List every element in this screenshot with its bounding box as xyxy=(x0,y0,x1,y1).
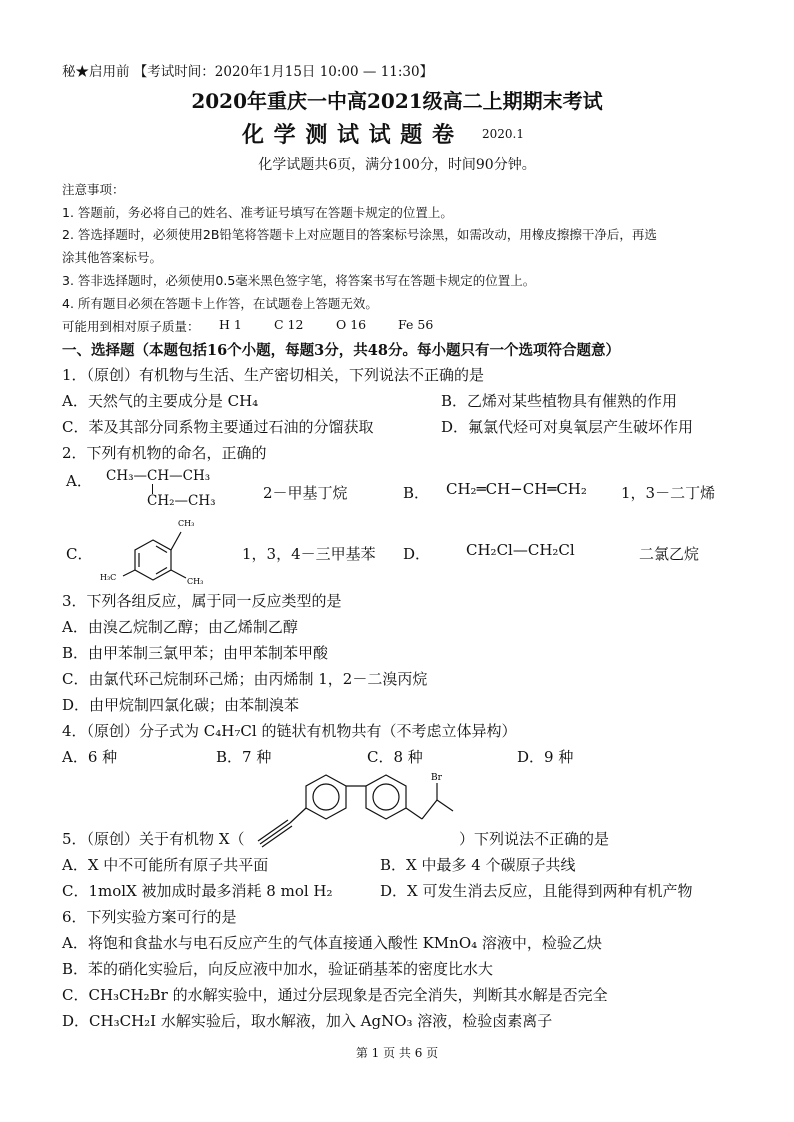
benzene-ring-left xyxy=(306,775,346,819)
question-1-option-a: A．天然气的主要成分是 CH₄ xyxy=(62,392,259,410)
formula-a-line1: CH₃—CH—CH₃ xyxy=(106,468,211,484)
propyl-chain xyxy=(406,808,422,819)
paper-date: 2020.1 xyxy=(482,127,524,141)
methyl-label-top: CH₃ xyxy=(178,519,195,528)
question-2-option-b-label: B． xyxy=(403,484,430,502)
methyl-bond-top xyxy=(171,532,181,550)
question-1-option-c: C．苯及其部分同系物主要通过石油的分馏获取 xyxy=(62,418,374,436)
formula-d: CH₂Cl—CH₂Cl xyxy=(466,541,575,559)
benzene-ring-right xyxy=(366,775,406,819)
paper-subtitle: 化 学 测 试 试 题 卷 xyxy=(242,122,455,148)
benzene-ring xyxy=(135,540,171,580)
note-1: 1. 答题前，务必将自己的姓名、准考证号填写在答题卡规定的位置上。 xyxy=(62,205,453,220)
question-2-option-a-label: A． xyxy=(66,472,92,490)
note-3: 3. 答非选择题时，必须使用0.5毫米黑色签字笔，将答案书写在答题卡规定的位置上。 xyxy=(62,273,536,288)
alkyne-bond xyxy=(290,808,306,823)
question-2-option-b-name: 1，3－二丁烯 xyxy=(621,484,716,502)
page-footer: 第 1 页 共 6 页 xyxy=(355,1046,439,1060)
question-3-stem: 3．下列各组反应，属于同一反应类型的是 xyxy=(62,592,342,610)
exam-time-line: 秘★启用前 【考试时间：2020年1月15日 10:00 — 11:30】 xyxy=(62,64,434,80)
question-4-stem: 4．（原创）分子式为 C₄H₇Cl 的链状有机物共有（不考虑立体异构） xyxy=(62,722,517,740)
question-4-option-a: A．6 种 xyxy=(62,748,118,766)
formula-a-line2: CH₂—CH₃ xyxy=(147,493,216,509)
question-4-option-c: C．8 种 xyxy=(367,748,423,766)
question-5-option-a: A．X 中不可能所有原子共平面 xyxy=(62,856,269,874)
question-2-option-c-label: C． xyxy=(66,545,93,563)
question-6-option-b: B．苯的硝化实验后，向反应液中加水，验证硝基苯的密度比水大 xyxy=(62,960,494,978)
trimethylbenzene-structure xyxy=(96,512,226,587)
question-5-stem-end: ）下列说法不正确的是 xyxy=(459,830,610,848)
question-5-option-c: C．1molX 被加成时最多消耗 8 mol H₂ xyxy=(62,882,333,900)
exam-title: 2020年重庆一中高2021级高二上期期末考试 xyxy=(191,89,603,113)
atomic-mass-c: C 12 xyxy=(274,317,304,332)
question-2-option-c-name: 1，3，4－三甲基苯 xyxy=(242,545,376,563)
question-2-option-a-name: 2－甲基丁烷 xyxy=(263,484,348,502)
paper-info: 化学试题共6页，满分100分，时间90分钟。 xyxy=(258,157,536,173)
question-6-option-d: D．CH₃CH₂I 水解实验后，取水解液，加入 AgNO₃ 溶液，检验卤素离子 xyxy=(62,1012,553,1030)
question-6-option-a: A．将饱和食盐水与电石反应产生的气体直接通入酸性 KMnO₄ 溶液中，检验乙炔 xyxy=(62,934,602,952)
question-5-option-d: D．X 可发生消去反应，且能得到两种有机产物 xyxy=(380,882,693,900)
question-1-option-d: D．氟氯代烃可对臭氧层产生破坏作用 xyxy=(441,418,694,436)
question-3-option-c: C．由氯代环己烷制环己烯；由丙烯制 1，2－二溴丙烷 xyxy=(62,670,428,688)
question-3-option-a: A．由溴乙烷制乙醇；由乙烯制乙醇 xyxy=(62,618,298,636)
formula-b: CH₂═CH−CH═CH₂ xyxy=(446,480,587,498)
compound-x-structure xyxy=(250,768,470,850)
question-5-stem: 5．（原创）关于有机物 X（ xyxy=(62,830,245,848)
question-2-option-d-label: D． xyxy=(403,545,431,563)
section-heading: 一、选择题（本题包括16个小题，每题3分，共48分。每小题只有一个选项符合题意） xyxy=(62,342,620,359)
note-4: 4. 所有题目必须在答题卡上作答，在试题卷上答题无效。 xyxy=(62,296,378,311)
question-2-stem: 2．下列有机物的命名，正确的 xyxy=(62,444,267,462)
question-6-stem: 6．下列实验方案可行的是 xyxy=(62,908,237,926)
note-2-cont: 涂其他答案标号。 xyxy=(62,250,163,265)
question-6-option-c: C．CH₃CH₂Br 的水解实验中，通过分层现象是否完全消失，判断其水解是否完全 xyxy=(62,986,608,1004)
note-2: 2. 答选择题时，必须使用2B铅笔将答题卡上对应题目的答案标号涂黑，如需改动，用橡皮擦擦干净后，再选 xyxy=(62,227,657,242)
methyl-bond-right xyxy=(171,570,186,578)
bromine-label: Br xyxy=(431,773,442,783)
question-2-option-d-name: 二氯乙烷 xyxy=(639,545,700,563)
question-1-stem: 1．（原创）有机物与生活、生产密切相关，下列说法不正确的是 xyxy=(62,366,485,384)
atomic-mass-o: O 16 xyxy=(336,317,367,332)
methyl-label-right: CH₃ xyxy=(187,577,204,586)
methyl-bond-left xyxy=(123,570,135,576)
question-4-option-b: B．7 种 xyxy=(216,748,272,766)
atomic-mass-h: H 1 xyxy=(219,317,242,332)
methyl-label-left: H₃C xyxy=(100,573,117,582)
atomic-mass-label: 可能用到相对原子质量： xyxy=(62,319,200,334)
question-3-option-b: B．由甲苯制三氯甲苯；由甲苯制苯甲酸 xyxy=(62,644,329,662)
question-3-option-d: D．由甲烷制四氯化碳；由苯制溴苯 xyxy=(62,696,300,714)
notes-heading: 注意事项： xyxy=(62,182,125,197)
atomic-mass-fe: Fe 56 xyxy=(398,317,434,332)
question-1-option-b: B．乙烯对某些植物具有催熟的作用 xyxy=(441,392,678,410)
question-4-option-d: D．9 种 xyxy=(517,748,574,766)
question-5-option-b: B．X 中最多 4 个碳原子共线 xyxy=(380,856,576,874)
